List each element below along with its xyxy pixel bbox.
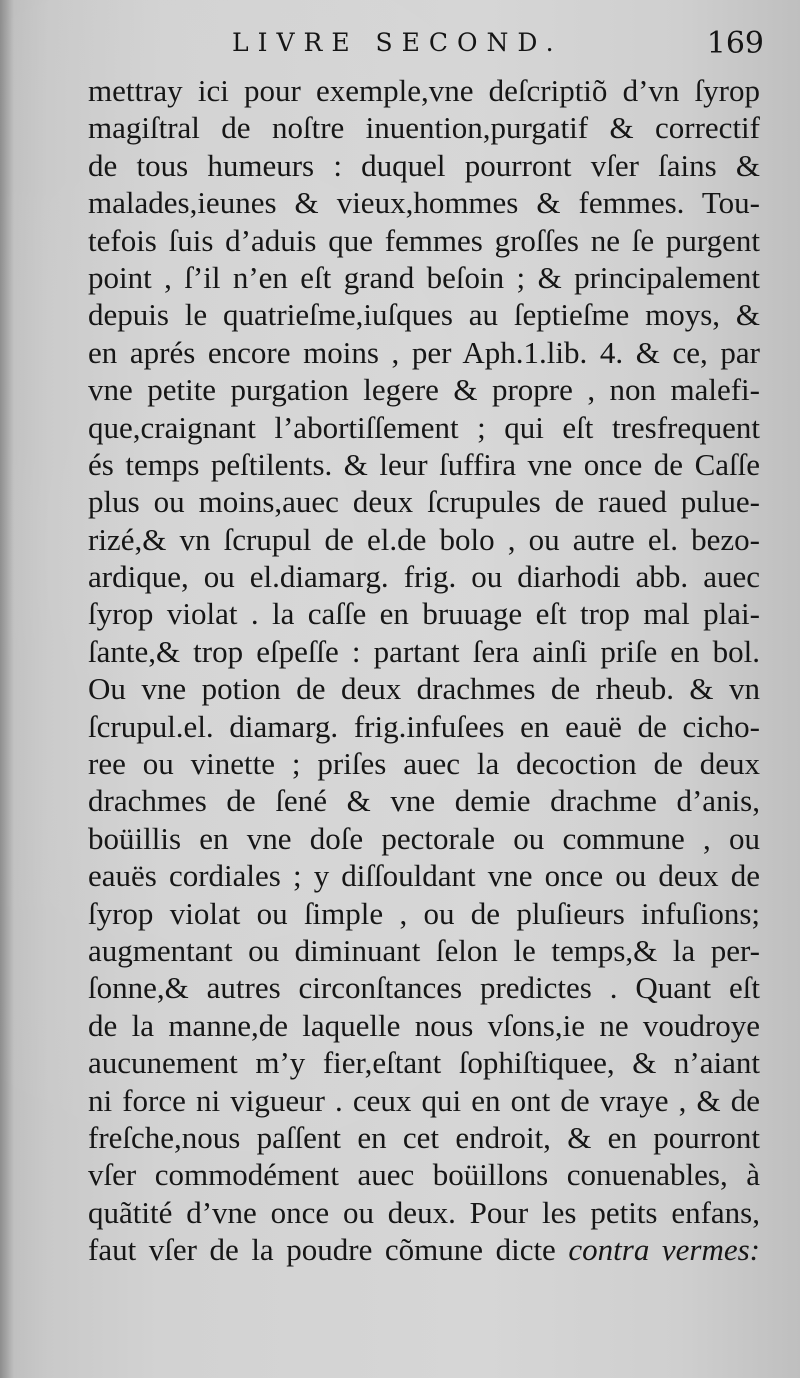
text-line: ſyrop violat ou ſimple , ou de pluſieurs infuſions; — [88, 895, 760, 931]
running-title: LIVRE SECOND. — [232, 28, 563, 57]
text-line: malades,ieunes & vieux,hommes & femmes. Tou- — [88, 185, 760, 221]
text-line: vſer commodément auec boüillons conuenables, à — [88, 1157, 760, 1193]
text-line: ſyrop violat . la caſſe en bruuage eſt trop mal plai- — [88, 596, 760, 632]
text-line: ni force ni vigueur . ceux qui en ont de vraye , & de — [88, 1082, 760, 1118]
text-line: rizé,& vn ſcrupul de el.de bolo , ou autre el. bezo- — [88, 521, 760, 557]
text-line: ſonne,& autres circonſtances predictes . Quant eſt — [88, 970, 760, 1006]
text-line: Ou vne potion de deux drachmes de rheub. & vn — [88, 671, 760, 707]
text-line: augmentant ou diminuant ſelon le temps,& la per- — [88, 932, 760, 968]
text-line: depuis le quatrieſme,iuſques au ſeptieſme moys, & — [88, 297, 760, 333]
text-line: ardique, ou el.diamarg. frig. ou diarhodi abb. auec — [88, 559, 760, 595]
text-line: magiſtral de noſtre inuention,purgatif & correctif — [88, 110, 760, 146]
page-header — [0, 28, 800, 68]
text-line: aucunement m’y fier,eſtant ſophiſtiquee, & n’aiant — [88, 1045, 760, 1081]
text-line: mettray ici pour exemple,vne deſcriptiõ d’vn ſyrop — [88, 73, 760, 108]
body-text — [88, 72, 760, 1269]
final-text-line — [88, 1231, 760, 1268]
text-line: quãtité d’vne once ou deux. Pour les petits enfans, — [88, 1194, 760, 1230]
final-line-roman: faut vſer de la poudre cõmune dicte — [88, 1232, 556, 1268]
text-line: de tous humeurs : duquel pourront vſer ſains & — [88, 147, 760, 183]
text-line: que,craignant l’abortiſſement ; qui eſt tresfrequent — [88, 409, 760, 445]
text-line: tefois ſuis d’aduis que femmes groſſes ne ſe purgent — [88, 222, 760, 258]
text-line: ſcrupul.el. diamarg. frig.infuſees en eauë de cicho- — [88, 708, 760, 744]
text-line: de la manne,de laquelle nous vſons,ie ne voudroye — [88, 1007, 760, 1043]
text-line: plus ou moins,auec deux ſcrupules de raued pulue- — [88, 484, 760, 520]
text-line: point , ſ’il n’en eſt grand beſoin ; & principalement — [88, 259, 760, 295]
text-line: en aprés encore moins , per Aph.1.lib. 4. & ce, par — [88, 334, 760, 370]
page-number: 169 — [706, 26, 764, 61]
final-line-italic: contra vermes: — [568, 1232, 760, 1268]
text-line: ſante,& trop eſpeſſe : partant ſera ainſi priſe en bol. — [88, 633, 760, 669]
text-line: és temps peſtilents. & leur ſuffira vne once de Caſſe — [88, 446, 760, 482]
text-line: vne petite purgation legere & propre , non malefi- — [88, 372, 760, 408]
text-line: boüillis en vne doſe pectorale ou commune , ou — [88, 820, 760, 856]
text-line: drachmes de ſené & vne demie drachme d’anis, — [88, 783, 760, 819]
text-line: freſche,nous paſſent en cet endroit, & en pourront — [88, 1119, 760, 1155]
text-line: ree ou vinette ; priſes auec la decoction de deux — [88, 746, 760, 782]
text-line: eauës cordiales ; y diſſouldant vne once ou deux de — [88, 858, 760, 894]
